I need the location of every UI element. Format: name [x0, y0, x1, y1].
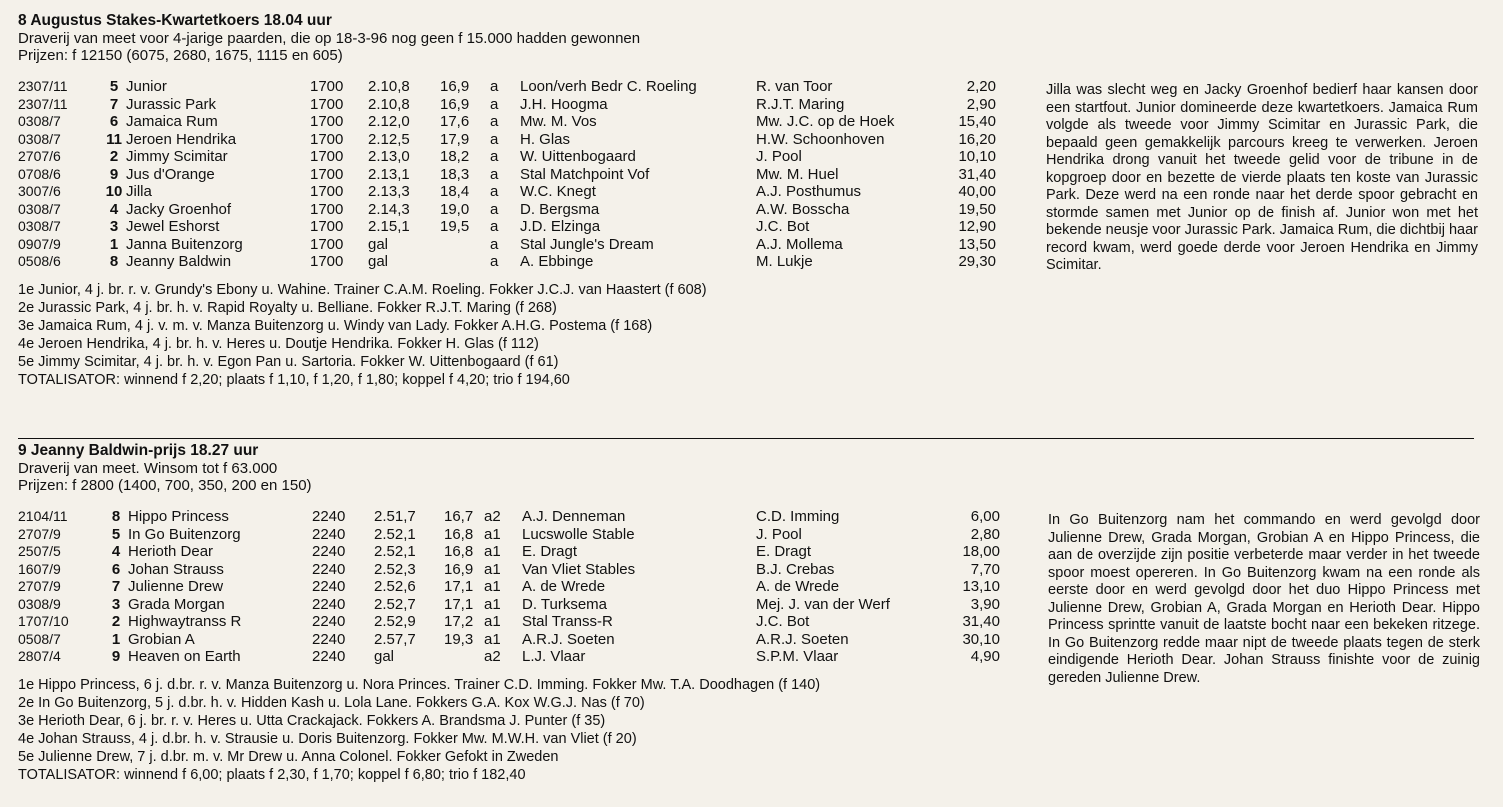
- result-km-time: 17,1: [444, 578, 474, 595]
- result-odds: 13,10: [962, 578, 1000, 595]
- result-date: 0308/7: [18, 218, 61, 234]
- result-owner: D. Turksema: [522, 595, 608, 613]
- note-line: 4e Jeroen Hendrika, 4 j. br. h. v. Heres u. Doutje Hendrika. Fokker H. Glas (f 112): [18, 335, 539, 352]
- result-horse: In Go Buitenzorg: [128, 525, 241, 543]
- note-line: TOTALISATOR: winnend f 6,00; plaats f 2,30, f 1,70; koppel f 6,80; trio f 182,40: [18, 766, 526, 783]
- result-date: 0308/9: [18, 595, 61, 612]
- result-owner: E. Dragt: [522, 543, 578, 560]
- result-owner: W.C. Knegt: [520, 183, 596, 200]
- result-odds: 15,40: [958, 113, 996, 130]
- result-horse: Junior: [126, 78, 167, 95]
- result-driver: A.J. Posthumus: [756, 183, 862, 200]
- race-description: Draverij van meet. Winsom tot f 63.000: [18, 460, 278, 477]
- race-prizes: Prijzen: f 2800 (1400, 700, 350, 200 en 150): [18, 477, 312, 494]
- result-km-time: 17,1: [444, 595, 474, 613]
- result-code: a: [490, 113, 499, 130]
- result-owner: J.H. Hoogma: [520, 95, 608, 113]
- result-odds: 10,10: [958, 148, 996, 165]
- result-horse: Jus d'Orange: [126, 165, 215, 183]
- result-km-time: 16,7: [444, 508, 474, 525]
- result-number: 1: [111, 630, 121, 648]
- result-code: a1: [484, 595, 501, 613]
- result-time: 2.14,3: [368, 200, 410, 218]
- section-divider: [18, 438, 1474, 439]
- result-number: 3: [111, 595, 121, 613]
- result-time: 2.52,1: [374, 525, 416, 543]
- result-owner: Lucswolle Stable: [522, 525, 635, 543]
- result-km-time: 17,9: [440, 130, 470, 148]
- result-km-time: 18,2: [440, 148, 470, 165]
- result-driver: A.J. Mollema: [756, 235, 843, 253]
- result-owner: Loon/verh Bedr C. Roeling: [520, 78, 697, 95]
- result-distance: 2240: [312, 578, 346, 595]
- result-distance: 2240: [312, 630, 346, 648]
- result-horse: Jeanny Baldwin: [126, 253, 232, 270]
- result-driver: Mw. J.C. op de Hoek: [756, 113, 895, 130]
- result-code: a1: [484, 613, 501, 630]
- result-driver: A.R.J. Soeten: [756, 630, 849, 648]
- note-line: 3e Jamaica Rum, 4 j. v. m. v. Manza Buitenzorg u. Windy van Lady. Fokker A.H.G. Postema (f 168): [18, 317, 653, 334]
- result-time: 2.10,8: [368, 95, 410, 113]
- result-driver: M. Lukje: [756, 253, 813, 270]
- result-date: 1707/10: [18, 613, 69, 629]
- result-code: a: [490, 200, 499, 218]
- result-odds: 30,10: [962, 630, 1000, 648]
- result-km-time: 17,6: [440, 113, 470, 130]
- result-distance: 1700: [310, 148, 344, 165]
- result-distance: 1700: [310, 183, 344, 200]
- result-code: a: [490, 253, 499, 270]
- result-driver: Mej. J. van der Werf: [756, 595, 890, 613]
- result-odds: 19,50: [958, 200, 996, 218]
- result-distance: 1700: [310, 200, 344, 218]
- result-number: 9: [111, 648, 121, 665]
- result-code: a1: [484, 560, 501, 578]
- result-number: 2: [109, 148, 119, 165]
- result-distance: 1700: [310, 78, 344, 95]
- result-code: a: [490, 78, 499, 95]
- result-distance: 1700: [310, 113, 344, 130]
- result-date: 0508/7: [18, 630, 61, 647]
- result-odds: 16,20: [958, 130, 996, 148]
- result-number: 7: [109, 95, 119, 113]
- result-number: 4: [109, 200, 119, 218]
- result-km-time: 19,5: [440, 218, 470, 235]
- result-date: 2307/11: [18, 95, 68, 112]
- result-code: a: [490, 95, 499, 113]
- note-line: 5e Jimmy Scimitar, 4 j. br. h. v. Egon Pan u. Sartoria. Fokker W. Uittenbogaard (f 61): [18, 353, 559, 370]
- result-horse: Grobian A: [128, 630, 195, 648]
- result-horse: Heaven on Earth: [128, 648, 241, 665]
- result-odds: 40,00: [958, 183, 996, 200]
- result-time: 2.57,7: [374, 630, 416, 648]
- result-date: 2807/4: [18, 648, 61, 664]
- result-odds: 31,40: [958, 165, 996, 183]
- result-time: gal: [374, 648, 395, 665]
- result-distance: 1700: [310, 165, 344, 183]
- result-code: a: [490, 183, 499, 200]
- result-odds: 31,40: [962, 613, 1000, 630]
- result-driver: J.C. Bot: [756, 218, 810, 235]
- result-number: 2: [111, 613, 121, 630]
- result-odds: 18,00: [962, 543, 1000, 560]
- note-line: 5e Julienne Drew, 7 j. d.br. m. v. Mr Drew u. Anna Colonel. Fokker Gefokt in Zweden: [18, 748, 559, 765]
- result-time: 2.13,3: [368, 183, 410, 200]
- result-date: 3007/6: [18, 183, 61, 199]
- result-odds: 12,90: [958, 218, 996, 235]
- result-km-time: 16,8: [444, 543, 474, 560]
- race-title: 9 Jeanny Baldwin-prijs 18.27 uur: [18, 442, 259, 459]
- result-number: 5: [111, 525, 121, 543]
- race-notes: [18, 281, 1488, 389]
- result-owner: L.J. Vlaar: [522, 648, 586, 665]
- result-horse: Jamaica Rum: [126, 113, 218, 130]
- result-owner: Van Vliet Stables: [522, 560, 636, 578]
- result-time: 2.52,1: [374, 543, 416, 560]
- result-driver: R.J.T. Maring: [756, 95, 845, 113]
- result-driver: Mw. M. Huel: [756, 165, 839, 183]
- result-date: 0708/6: [18, 165, 61, 182]
- race-prizes: Prijzen: f 12150 (6075, 2680, 1675, 1115 en 605): [18, 47, 343, 64]
- result-km-time: 16,9: [444, 560, 474, 578]
- result-owner: Stal Jungle's Dream: [520, 235, 654, 253]
- result-number: 7: [111, 578, 121, 595]
- result-distance: 1700: [310, 253, 344, 270]
- result-distance: 2240: [312, 613, 346, 630]
- note-line: 4e Johan Strauss, 4 j. d.br. h. v. Strausie u. Doris Buitenzorg. Fokker Mw. M.W.H. van Vliet (f 20): [18, 730, 637, 747]
- race-section: [18, 12, 1488, 389]
- result-code: a: [490, 148, 499, 165]
- race-commentary: In Go Buitenzorg nam het commando en werd gevolgd door Julienne Drew, Grada Morgan, Grobian A en Hippo Princess, die aan de overzijde zijn positie verbeterde maar verder in het tweede spoor moest opereren. In Go Buitenzorg kwam na een ronde als eerste door en werd gevolgd door het duo Hippo Princess met Julienne Drew, Grobian A, Grada Morgan en Herioth Dear. Hippo Princess sprintte vanuit de laatste bocht naar een bekeken ritzege. In Go Buitenzorg redde maar nipt de tweede plaats tegen de sterk eindigende Herioth Dear. Johan Strauss finishte voor de zuinig gereden Julienne Drew.: [1048, 512, 1480, 686]
- result-horse: Johan Strauss: [128, 560, 224, 578]
- result-code: a1: [484, 525, 501, 543]
- result-driver: J. Pool: [756, 525, 802, 543]
- result-time: 2.13,0: [368, 148, 410, 165]
- result-number: 10: [105, 183, 123, 200]
- result-horse: Jeroen Hendrika: [126, 130, 237, 148]
- result-driver: J.C. Bot: [756, 613, 810, 630]
- result-distance: 1700: [310, 130, 344, 148]
- result-km-time: 16,9: [440, 95, 470, 113]
- result-driver: B.J. Crebas: [756, 560, 835, 578]
- result-number: 6: [109, 113, 119, 130]
- result-date: 2507/5: [18, 543, 61, 559]
- result-odds: 2,80: [970, 525, 1000, 543]
- result-time: 2.52,7: [374, 595, 416, 613]
- result-time: 2.12,5: [368, 130, 410, 148]
- result-horse: Jilla: [126, 183, 152, 200]
- result-distance: 2240: [312, 543, 346, 560]
- result-odds: 29,30: [958, 253, 996, 270]
- result-number: 6: [111, 560, 121, 578]
- result-owner: W. Uittenbogaard: [520, 148, 636, 165]
- result-number: 8: [111, 508, 121, 525]
- result-number: 11: [106, 130, 122, 148]
- result-odds: 2,90: [966, 95, 996, 113]
- race-section: [18, 442, 1488, 784]
- result-driver: A.W. Bosscha: [756, 200, 850, 218]
- result-km-time: 18,3: [440, 165, 470, 183]
- result-number: 4: [111, 543, 121, 560]
- result-km-time: 17,2: [444, 613, 474, 630]
- result-time: 2.13,1: [368, 165, 410, 183]
- result-number: 8: [109, 253, 119, 270]
- result-code: a: [490, 130, 499, 148]
- result-odds: 3,90: [970, 595, 1000, 613]
- result-distance: 2240: [312, 508, 346, 525]
- race-notes: [18, 676, 1488, 784]
- result-owner: H. Glas: [520, 130, 571, 148]
- result-horse: Herioth Dear: [128, 543, 214, 560]
- result-date: 2707/6: [18, 148, 61, 164]
- result-horse: Highwaytranss R: [128, 613, 242, 630]
- result-date: 0508/6: [18, 253, 61, 269]
- result-driver: C.D. Imming: [756, 508, 840, 525]
- result-owner: A.R.J. Soeten: [522, 630, 615, 648]
- result-time: 2.52,6: [374, 578, 416, 595]
- result-owner: A. de Wrede: [522, 578, 606, 595]
- result-distance: 1700: [310, 218, 344, 235]
- result-horse: Jimmy Scimitar: [126, 148, 228, 165]
- result-km-time: 16,8: [444, 525, 474, 543]
- result-km-time: 16,9: [440, 78, 470, 95]
- result-date: 1607/9: [18, 560, 61, 577]
- result-odds: 4,90: [970, 648, 1000, 665]
- result-time: 2.51,7: [374, 508, 416, 525]
- result-odds: 13,50: [958, 235, 996, 253]
- result-time: 2.52,3: [374, 560, 416, 578]
- result-distance: 1700: [310, 95, 344, 113]
- race-commentary: Jilla was slecht weg en Jacky Groenhof bedierf haar kansen door een startfout. Junior domineerde deze kwartetkoers. Jamaica Rum volgde als tweede voor Jimmy Scimitar en Jurassic Park, die bepaald geen gemakkelijk parcours kreeg te verwerken. Jeroen Hendrika drong vanuit het tweede gelid voor de tribune in de kopgroep door en bezette de vierde plaats ten koste van Jurassic Park. Deze werd na een ronde naar het derde spoor gebracht en stormde samen met Junior op de finish af. Junior won met het bekende neusje voor Jurassic Park. Jamaica Rum, die dichtbij haar record kwam, werd goede derde voor Jeroen Hendrika en Jimmy Scimitar.: [1046, 82, 1478, 273]
- result-code: a: [490, 235, 499, 253]
- result-time: 2.12,0: [368, 113, 410, 130]
- race-title: 8 Augustus Stakes-Kwartetkoers 18.04 uur: [18, 12, 332, 29]
- result-time: 2.52,9: [374, 613, 416, 630]
- result-horse: Jewel Eshorst: [126, 218, 220, 235]
- result-driver: J. Pool: [756, 148, 802, 165]
- result-number: 5: [109, 78, 119, 95]
- result-number: 9: [109, 165, 119, 183]
- result-date: 0907/9: [18, 235, 61, 252]
- result-owner: D. Bergsma: [520, 200, 600, 218]
- note-line: 1e Hippo Princess, 6 j. d.br. r. v. Manza Buitenzorg u. Nora Princes. Trainer C.D. Imming. Fokker Mw. T.A. Doodhagen (f 140): [18, 676, 821, 693]
- result-code: a: [490, 218, 499, 235]
- race-description: Draverij van meet voor 4-jarige paarden, die op 18-3-96 nog geen f 15.000 hadden gewonnen: [18, 30, 641, 47]
- result-driver: S.P.M. Vlaar: [756, 648, 839, 665]
- result-owner: Stal Matchpoint Vof: [520, 165, 650, 183]
- result-distance: 2240: [312, 525, 346, 543]
- result-distance: 2240: [312, 648, 346, 665]
- result-owner: Mw. M. Vos: [520, 113, 597, 130]
- result-distance: 2240: [312, 560, 346, 578]
- result-owner: A.J. Denneman: [522, 508, 626, 525]
- result-horse: Jurassic Park: [126, 95, 217, 113]
- result-odds: 7,70: [970, 560, 1000, 578]
- result-horse: Julienne Drew: [128, 578, 224, 595]
- result-km-time: 19,0: [440, 200, 470, 218]
- note-line: 2e Jurassic Park, 4 j. br. h. v. Rapid Royalty u. Belliane. Fokker R.J.T. Maring (f 268): [18, 299, 557, 316]
- result-distance: 1700: [310, 235, 344, 253]
- result-horse: Hippo Princess: [128, 508, 229, 525]
- note-line: 3e Herioth Dear, 6 j. br. r. v. Heres u. Utta Crackajack. Fokkers A. Brandsma J. Punter (f 35): [18, 712, 606, 729]
- result-code: a2: [484, 648, 501, 665]
- result-horse: Janna Buitenzorg: [126, 235, 243, 253]
- result-owner: A. Ebbinge: [520, 253, 594, 270]
- result-number: 3: [109, 218, 119, 235]
- result-date: 2707/9: [18, 578, 61, 594]
- result-date: 0308/7: [18, 200, 61, 217]
- result-driver: E. Dragt: [756, 543, 812, 560]
- result-code: a1: [484, 543, 501, 560]
- note-line: TOTALISATOR: winnend f 2,20; plaats f 1,10, f 1,20, f 1,80; koppel f 4,20; trio f 194,60: [18, 371, 570, 388]
- result-time: gal: [368, 235, 389, 253]
- result-date: 2104/11: [18, 508, 68, 524]
- note-line: 2e In Go Buitenzorg, 5 j. d.br. h. v. Hidden Kash u. Lola Lane. Fokkers G.A. Kox W.G.J. Nas (f 70): [18, 694, 645, 711]
- result-driver: R. van Toor: [756, 78, 833, 95]
- note-line: 1e Junior, 4 j. br. r. v. Grundy's Ebony u. Wahine. Trainer C.A.M. Roeling. Fokker J.C.J. van Haastert (f 608): [18, 281, 707, 298]
- result-driver: A. de Wrede: [756, 578, 840, 595]
- result-km-time: 18,4: [440, 183, 470, 200]
- result-date: 0308/7: [18, 113, 61, 129]
- result-distance: 2240: [312, 595, 346, 613]
- result-date: 0308/7: [18, 130, 61, 147]
- result-odds: 6,00: [970, 508, 1000, 525]
- result-odds: 2,20: [966, 78, 996, 95]
- result-owner: Stal Transs-R: [522, 613, 613, 630]
- result-code: a1: [484, 578, 501, 595]
- result-time: 2.10,8: [368, 78, 410, 95]
- result-number: 1: [109, 235, 119, 253]
- result-code: a1: [484, 630, 501, 648]
- result-horse: Grada Morgan: [128, 595, 225, 613]
- result-km-time: 19,3: [444, 630, 474, 648]
- result-owner: J.D. Elzinga: [520, 218, 601, 235]
- result-code: a: [490, 165, 499, 183]
- result-time: 2.15,1: [368, 218, 410, 235]
- result-code: a2: [484, 508, 501, 525]
- result-horse: Jacky Groenhof: [126, 200, 232, 218]
- result-date: 2307/11: [18, 78, 68, 94]
- result-driver: H.W. Schoonhoven: [756, 130, 885, 148]
- result-date: 2707/9: [18, 525, 61, 542]
- result-time: gal: [368, 253, 389, 270]
